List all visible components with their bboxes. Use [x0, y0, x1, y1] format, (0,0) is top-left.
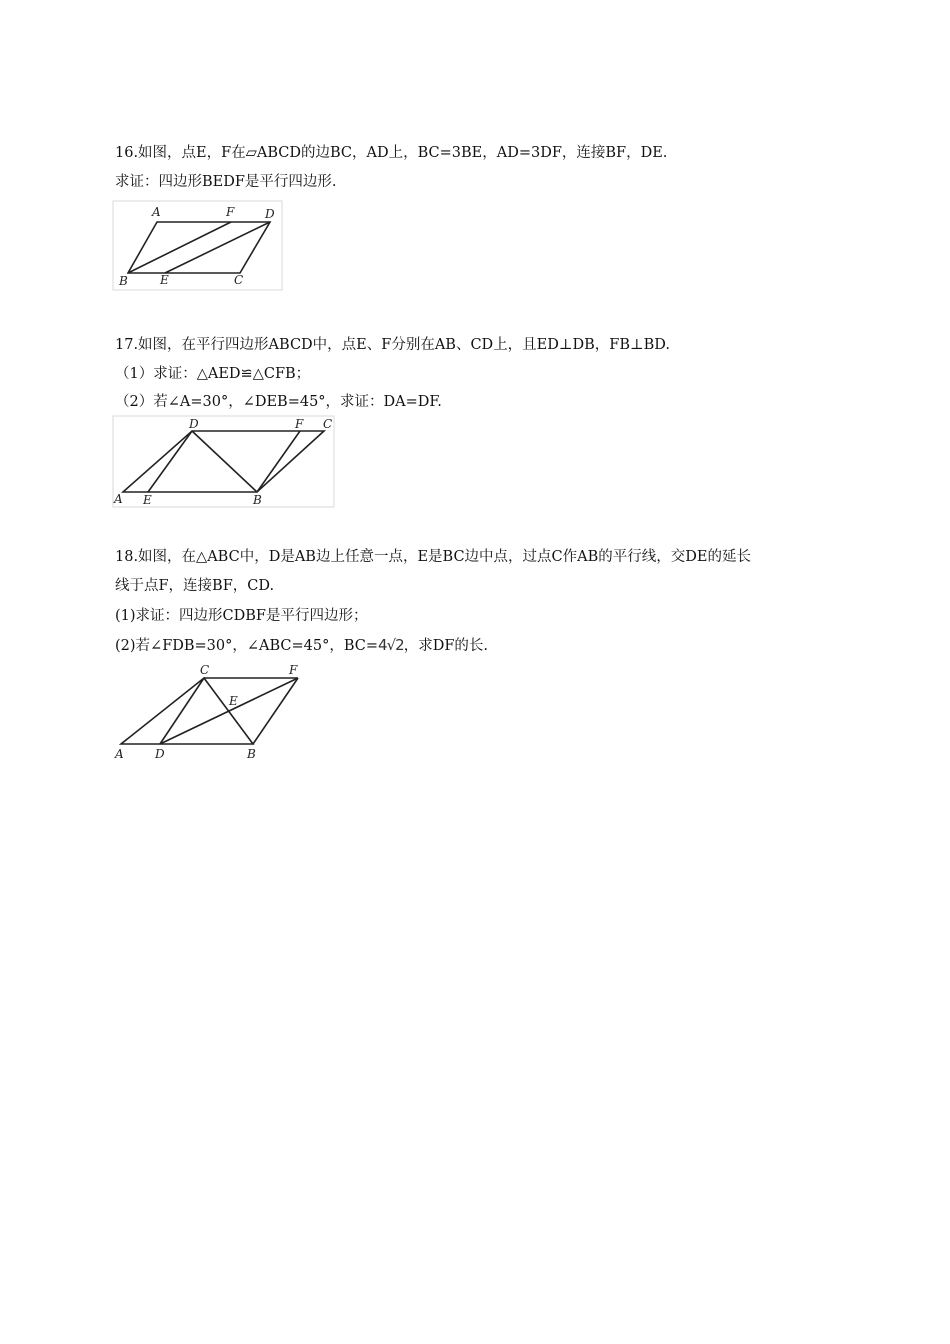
- label-e: E: [143, 493, 152, 507]
- problem-17-line-2: （1）求证：△AED≌△CFB；: [115, 366, 311, 382]
- problem-18-line-4-tail: ，求DF的长.: [403, 638, 488, 654]
- label-c: C: [200, 663, 210, 677]
- label-c: C: [234, 273, 244, 287]
- label-b: B: [247, 747, 256, 761]
- label-d: D: [265, 207, 275, 221]
- problem-17-figure: [112, 415, 336, 509]
- label-e: E: [160, 273, 169, 287]
- label-d: D: [189, 417, 199, 431]
- problem-18-line-2: 线于点F，连接BF，CD.: [115, 578, 275, 594]
- label-b: B: [119, 274, 128, 288]
- problem-18-line-1: 18.如图，在△ABC中，D是AB边上任意一点，E是BC边中点，过点C作AB的平行线，交DE的延长: [115, 549, 751, 565]
- problem-18-line-3: (1)求证：四边形CDBF是平行四边形；: [115, 608, 368, 624]
- problem-18-line-4-text: (2)若∠FDB=30°，∠ABC=45°，BC=: [115, 638, 379, 654]
- label-f: F: [295, 417, 304, 431]
- problem-18-line-4: [115, 635, 488, 656]
- sqrt-value-4-root-2: 4√2: [378, 636, 404, 654]
- problem-16-figure: [112, 200, 284, 292]
- label-c: C: [323, 417, 333, 431]
- problem-16-line-1: 16.如图，点E，F在▱ABCD的边BC，AD上，BC=3BE，AD=3DF，连接BF，DE.: [115, 145, 668, 161]
- segment-bf: [257, 431, 300, 492]
- parallelogram-abcd-diagram: [112, 200, 284, 292]
- parallelogram-abcd-perpendicular-diagram: [112, 415, 336, 509]
- segment-de: [148, 431, 192, 492]
- label-f: F: [289, 663, 298, 677]
- label-a: A: [114, 492, 123, 506]
- segment-db: [192, 431, 257, 492]
- problem-17-line-3: （2）若∠A=30°，∠DEB=45°，求证：DA=DF.: [115, 394, 442, 410]
- problem-16-line-2: 求证：四边形BEDF是平行四边形.: [115, 174, 337, 190]
- triangle-abc-parallelogram-diagram: [112, 662, 312, 762]
- triangle-abc-shape: [121, 678, 253, 744]
- problem-18-figure: [112, 662, 312, 762]
- label-e: E: [229, 694, 238, 708]
- label-a: A: [115, 747, 124, 761]
- label-a: A: [152, 205, 161, 219]
- problem-17-line-1: 17.如图，在平行四边形ABCD中，点E、F分别在AB、CD上，且ED⊥DB，FB⊥BD.: [115, 337, 671, 353]
- label-d: D: [155, 747, 165, 761]
- label-f: F: [226, 205, 235, 219]
- parallelogram-abcd-shape: [128, 222, 270, 273]
- segment-df: [160, 678, 298, 744]
- label-b: B: [253, 493, 262, 507]
